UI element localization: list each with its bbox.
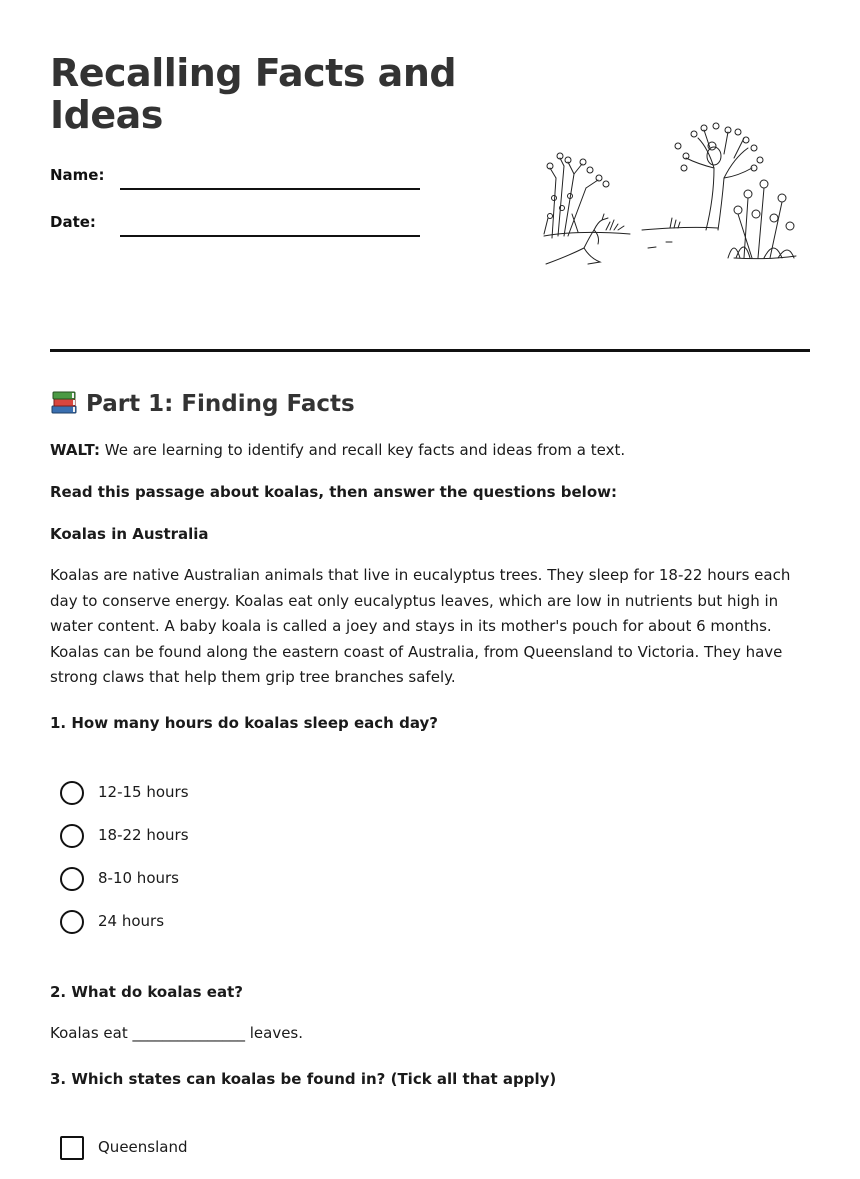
walt-label: WALT:	[50, 441, 100, 459]
radio-button[interactable]	[60, 781, 84, 805]
q1-option[interactable]	[50, 865, 450, 908]
worksheet-title: Recalling Facts and Ideas	[50, 51, 457, 137]
q1-option[interactable]	[50, 908, 450, 951]
q1-option-label: 12-15 hours	[98, 783, 189, 801]
q1-option-label: 24 hours	[98, 912, 165, 930]
q1-option-label: 18-22 hours	[98, 826, 189, 844]
walt-line	[50, 438, 812, 464]
question-1: 1. How many hours do koalas sleep each day?	[50, 714, 438, 732]
question-3: 3. Which states can koalas be found in? (Tick all that apply)	[50, 1070, 557, 1088]
radio-button[interactable]	[60, 824, 84, 848]
checkbox[interactable]	[60, 1136, 84, 1160]
date-field[interactable]	[50, 207, 420, 237]
question-1-options	[50, 779, 450, 951]
q3-option[interactable]	[50, 1136, 450, 1179]
passage-text: Koalas are native Australian animals that live in eucalyptus trees. They sleep for 18-22 hours each day to conserve energy. Koalas eat only eucalyptus leaves, which are low in nutrients but high in water content. A baby koala is called a joey and stays in its mother's pouch for about 6 months. Koalas can be found along the eastern coast of Australia, from Queensland to Victoria. They have strong claws that help them grip tree branches safely.	[50, 566, 791, 686]
question-2: 2. What do koalas eat?	[50, 983, 243, 1001]
name-field[interactable]	[50, 160, 420, 190]
books-icon	[50, 389, 78, 415]
walt-text: We are learning to identify and recall key facts and ideas from a text.	[99, 441, 626, 459]
date-label: Date:	[50, 213, 96, 231]
q3-option-label: Queensland	[98, 1138, 188, 1156]
radio-button[interactable]	[60, 910, 84, 934]
part1-heading-text: Part 1: Finding Facts	[86, 391, 355, 417]
q1-option-label: 8-10 hours	[98, 869, 179, 887]
radio-button[interactable]	[60, 867, 84, 891]
koala-bush-illustration	[538, 118, 802, 270]
instruction-text: Read this passage about koalas, then answer the questions below:	[50, 483, 617, 501]
name-line[interactable]	[120, 188, 420, 190]
passage-title: Koalas in Australia	[50, 525, 209, 543]
question-2-answer[interactable]: Koalas eat _______________ leaves.	[50, 1024, 304, 1042]
part1-heading	[50, 388, 355, 420]
q1-option[interactable]	[50, 779, 450, 822]
header-divider	[50, 349, 810, 352]
date-line[interactable]	[120, 235, 420, 237]
name-label: Name:	[50, 166, 105, 184]
question-3-options	[50, 1136, 450, 1179]
q1-option[interactable]	[50, 822, 450, 865]
